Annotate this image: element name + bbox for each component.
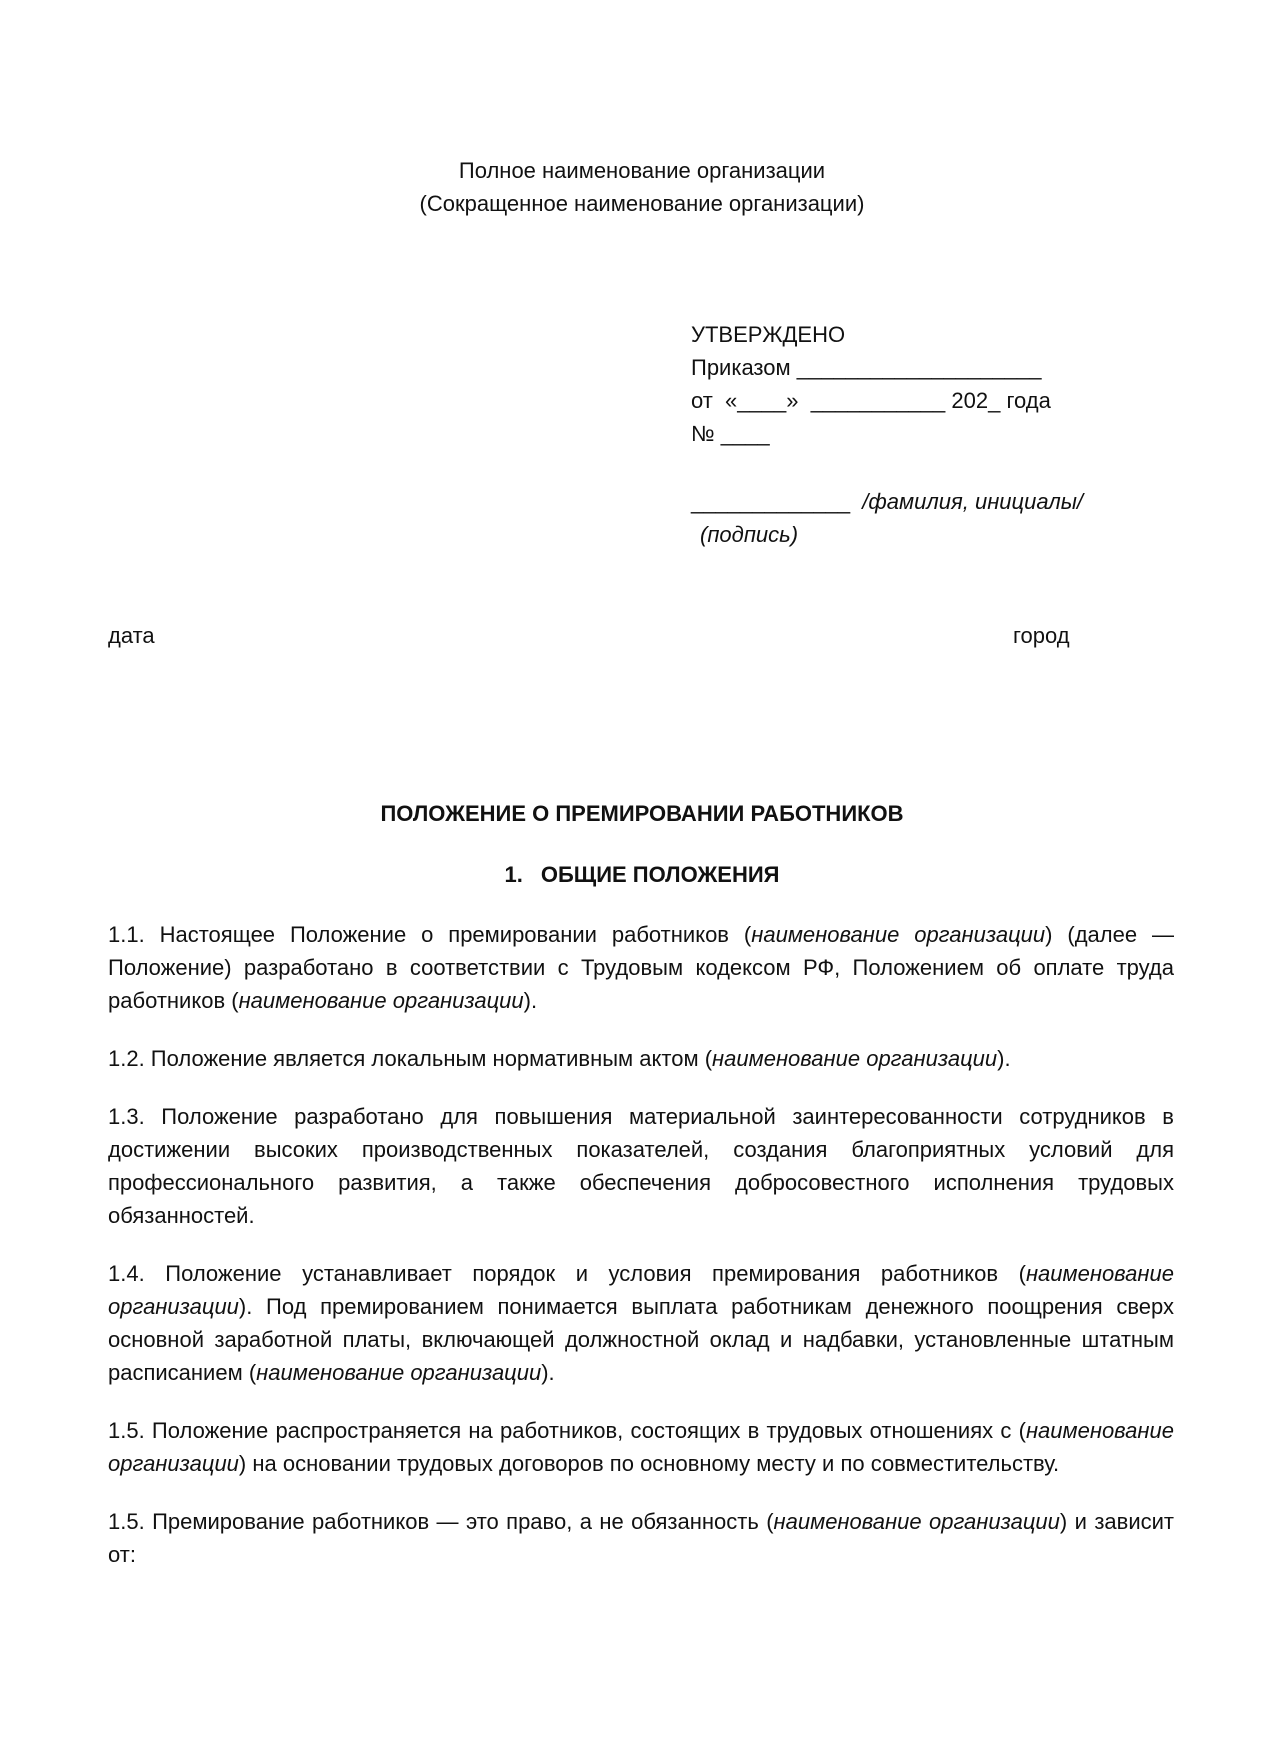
org-placeholder: наименование организации [712, 1046, 998, 1071]
org-placeholder: наименование организации [238, 988, 524, 1013]
text-run: 1.1. Настоящее Положение о премировании работников ( [108, 922, 752, 947]
approval-number-line: № ____ [691, 421, 770, 446]
text-run: 1.5. Положение распространяется на работников, состоящих в трудовых отношениях с ( [108, 1418, 1026, 1443]
paragraph-1-1 [108, 918, 1174, 1017]
signature-line [691, 485, 1211, 518]
approval-date-line: от «____» ___________ 202_ года [691, 388, 1051, 413]
text-run: 1.2. Положение является локальным нормативным актом ( [108, 1046, 713, 1071]
section-title: ОБЩИЕ ПОЛОЖЕНИЯ [540, 862, 780, 887]
text-run: ). [523, 988, 538, 1013]
org-short-name: (Сокращенное наименование организации) [419, 191, 865, 216]
organization-header [0, 154, 1284, 220]
approval-order-line: Приказом ____________________ [691, 355, 1042, 380]
text-run: 1.3. Положение разработано для повышения материальной заинтересованности сотрудников в достижении высоких производственных показателей, создания благоприятных условий для профессионального развития, а также обеспечения добросовестного исполнения трудовых обязанностей. [108, 1104, 1174, 1228]
text-run: ) на основании трудовых договоров по основному месту и по совместительству. [238, 1451, 1060, 1476]
paragraph-1-5 [108, 1414, 1174, 1480]
name-hint: /фамилия, инициалы/ [862, 489, 1084, 514]
signature-hint: (подпись) [700, 522, 799, 547]
section-number: 1. [504, 862, 523, 887]
signature-blank: _____________ [691, 489, 863, 514]
approval-block [691, 318, 1211, 450]
paragraph-1-2 [108, 1042, 1174, 1075]
org-full-name: Полное наименование организации [458, 158, 826, 183]
city-label: город [1013, 623, 1070, 648]
text-run: ). [541, 1360, 555, 1385]
text-run: ) и зависит от: [108, 1509, 1174, 1567]
text-run: ). [997, 1046, 1011, 1071]
document-body [108, 918, 1174, 1596]
org-placeholder: наименование организации [256, 1360, 542, 1385]
paragraph-1-4 [108, 1257, 1174, 1389]
signature-block [691, 485, 1211, 551]
paragraph-1-3 [108, 1100, 1174, 1232]
org-placeholder: наименование организации [108, 1261, 1174, 1319]
text-run: ) (далее — Положение) разработано в соответствии с Трудовым кодексом РФ, Положением об оплате труда работников ( [108, 922, 1175, 1013]
text-run: 1.5. Премирование работников — это право, а не обязанность ( [108, 1509, 774, 1534]
org-placeholder: наименование организации [108, 1418, 1174, 1476]
org-placeholder: наименование организации [773, 1509, 1060, 1534]
text-run: 1.4. Положение устанавливает порядок и условия премирования работников ( [108, 1261, 1026, 1286]
paragraph-1-5-bonus [108, 1505, 1174, 1571]
date-label: дата [108, 623, 155, 648]
approval-title: УТВЕРЖДЕНО [691, 322, 846, 347]
document-title: ПОЛОЖЕНИЕ О ПРЕМИРОВАНИИ РАБОТНИКОВ [380, 801, 904, 826]
section-heading [0, 858, 1284, 891]
text-run: ). Под премированием понимается выплата работникам денежного поощрения сверх основной заработной платы, включающей должностной оклад и надбавки, установленные штатным расписанием ( [108, 1294, 1174, 1385]
org-placeholder: наименование организации [751, 922, 1046, 947]
